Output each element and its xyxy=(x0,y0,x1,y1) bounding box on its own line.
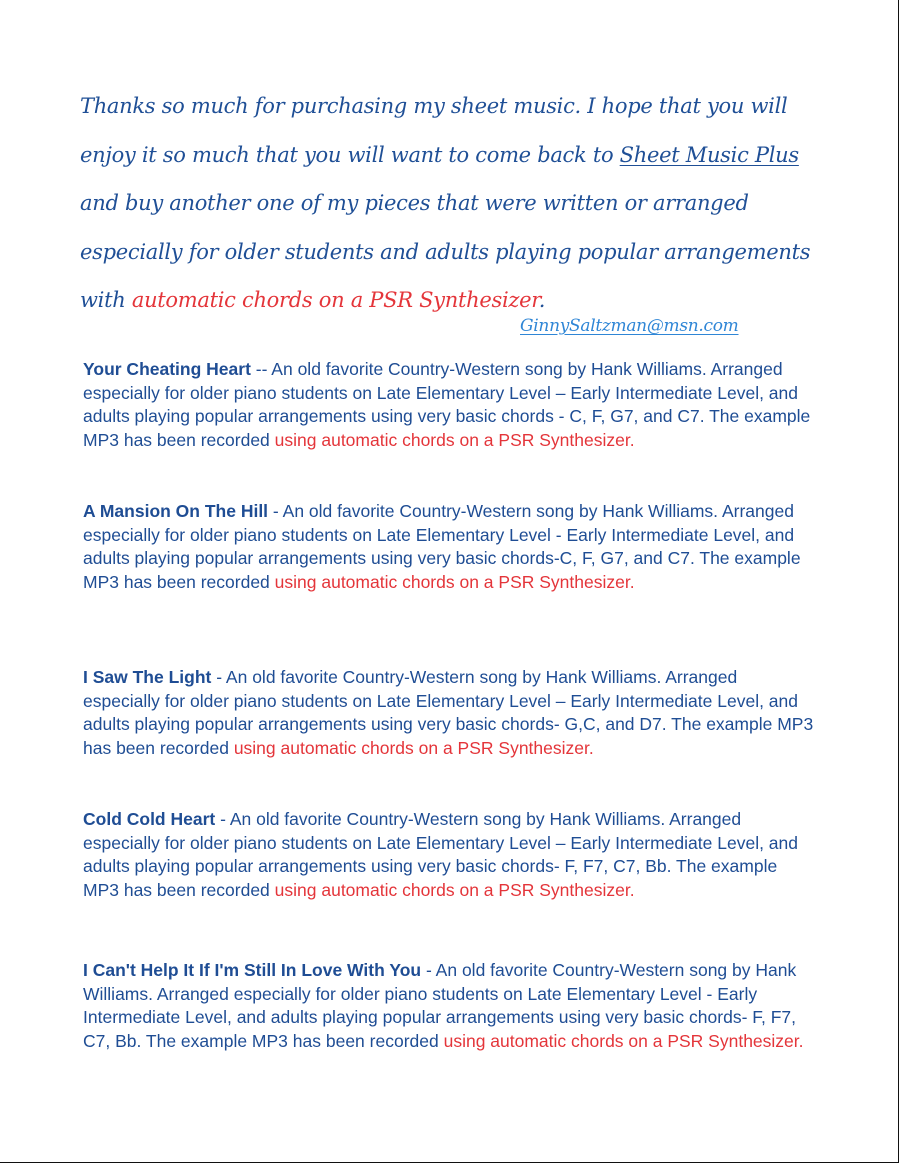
thank-you-period: . xyxy=(538,288,546,312)
psr-highlight-text: automatic chords on a PSR Synthesizer xyxy=(131,288,539,312)
song-title: Your Cheating Heart xyxy=(83,359,251,379)
song-entry xyxy=(83,666,818,760)
song-title: I Can't Help It If I'm Still In Love With You xyxy=(83,960,422,980)
song-highlight: using automatic chords on a PSR Synthesizer. xyxy=(233,737,594,758)
song-entry xyxy=(83,358,818,452)
song-entry xyxy=(83,500,818,594)
song-highlight: using automatic chords on a PSR Synthesizer. xyxy=(274,879,635,900)
song-highlight: using automatic chords on a PSR Synthesizer. xyxy=(274,429,635,450)
song-description: - An old favorite Country-Western song by Hank Williams. Arranged especially for older piano students on Late Elementary Level – Early Intermediate Level, and adults playing popular arrangements using very basic chords- F, F7, C7, Bb. The example MP3 has been recorded xyxy=(83,809,799,900)
email-link[interactable]: GinnySaltzman@msn.com xyxy=(520,316,739,336)
song-description: - An old favorite Country-Western song by Hank Williams. Arranged especially for older piano students on Late Elementary Level - Early Intermediate Level, and adults playing popular arrangements using very basic chords-C, F, G7, and C7. The example MP3 has been recorded xyxy=(83,501,801,592)
song-title: Cold Cold Heart xyxy=(83,809,216,829)
song-description: - An old favorite Country-Western song by Hank Williams. Arranged especially for older piano students on Late Elementary Level – Early Intermediate Level, and adults playing popular arrangements using very basic chords- G,C, and D7. The example MP3 has been recorded xyxy=(83,667,814,758)
song-entry xyxy=(83,808,818,902)
thank-you-text: Thanks so much for purchasing my sheet music. I hope that you will enjoy it so much that you will want to come back to xyxy=(80,94,788,167)
thank-you-text-continued: and buy another one of my pieces that were written or arranged especially for older students and adults playing popular arrangements with xyxy=(80,191,811,312)
song-description: -- An old favorite Country-Western song by Hank Williams. Arranged especially for older piano students on Late Elementary Level – Early Intermediate Level, and adults playing popular arrangements using very basic chords - C, F, G7, and C7. The example MP3 has been recorded xyxy=(83,359,811,450)
song-title: A Mansion On The Hill xyxy=(83,501,269,521)
song-highlight: using automatic chords on a PSR Synthesizer. xyxy=(443,1030,804,1051)
song-title: I Saw The Light xyxy=(83,667,212,687)
sheet-music-plus-link[interactable]: Sheet Music Plus xyxy=(619,142,799,167)
song-entry xyxy=(83,959,818,1053)
thank-you-message xyxy=(80,82,820,325)
song-description: - An old favorite Country-Western song by Hank Williams. Arranged especially for older piano students on Late Elementary Level - Early Intermediate Level, and adults playing popular arrangements using very basic chords- F, F7, C7, Bb. The example MP3 has been recorded xyxy=(83,960,797,1051)
song-highlight: using automatic chords on a PSR Synthesizer. xyxy=(274,571,635,592)
